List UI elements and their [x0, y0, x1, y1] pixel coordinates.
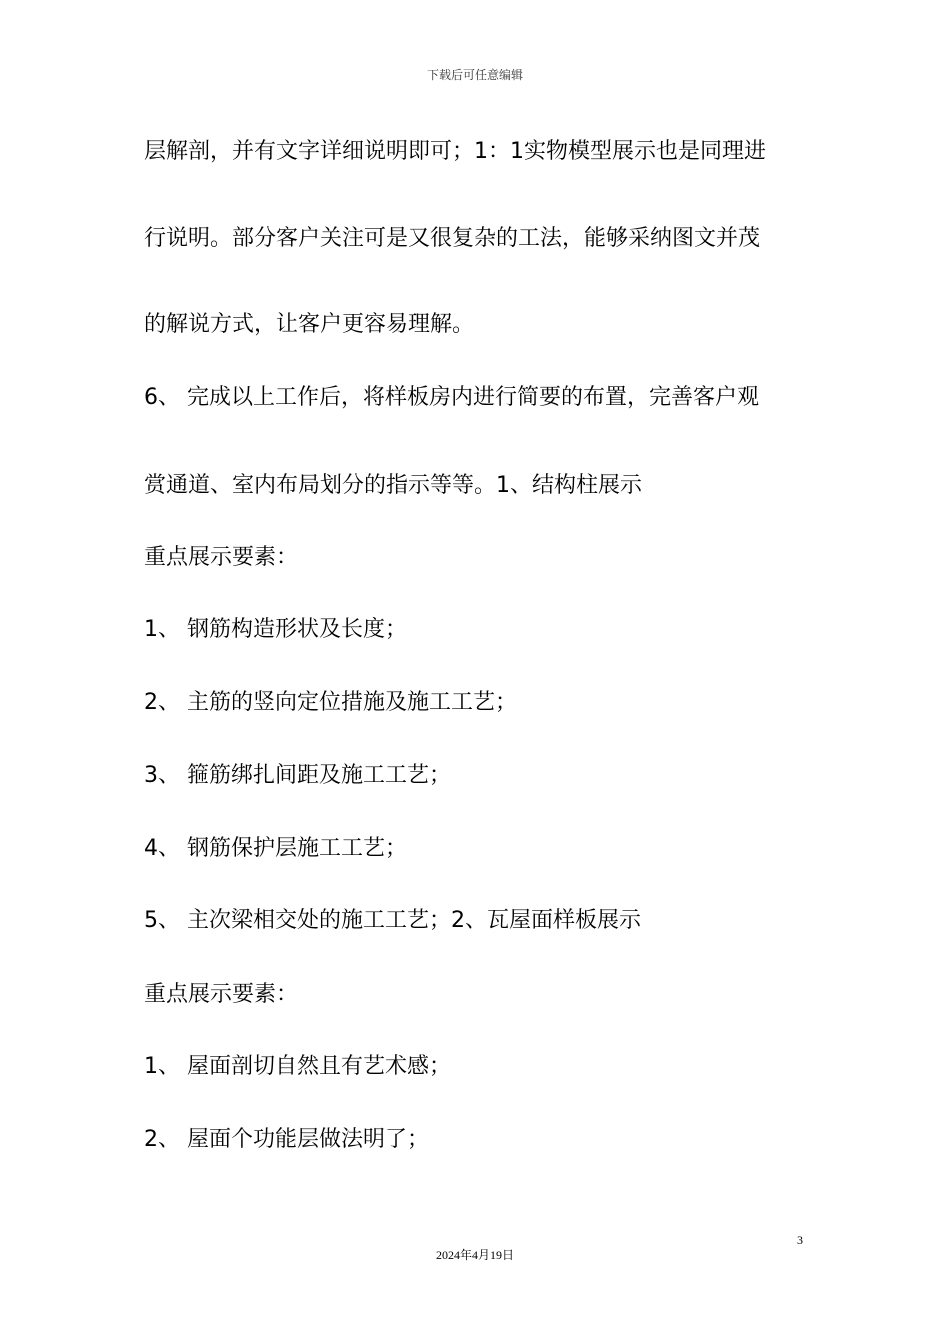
list-item: 2、 屋面个功能层做法明了； — [144, 1127, 429, 1152]
section-heading-2: 重点展示要素： — [144, 982, 299, 1007]
page-number: 3 — [797, 1233, 803, 1247]
body-line-2: 行说明。部分客户关注可是又很复杂的工法，能够采纳图文并茂 — [144, 226, 761, 251]
body-line-5: 赏通道、室内布局划分的指示等等。1、结构柱展示 — [144, 473, 642, 498]
body-line-3: 的解说方式，让客户更容易理解。 — [144, 312, 475, 337]
body-line-4: 6、 完成以上工作后，将样板房内进行简要的布置，完善客户观 — [144, 385, 759, 410]
section-heading-1: 重点展示要素： — [144, 545, 299, 570]
footer-date: 2024年4月19日 — [435, 1248, 514, 1262]
page-header: 下载后可任意编辑 — [426, 68, 523, 82]
list-item: 4、 钢筋保护层施工工艺； — [144, 836, 407, 861]
list-item: 1、 钢筋构造形状及长度； — [144, 617, 407, 642]
list-item: 2、 主筋的竖向定位措施及施工工艺； — [144, 690, 517, 715]
body-line-1: 层解剖，并有文字详细说明即可；1：1实物模型展示也是同理进 — [144, 139, 766, 164]
list-item: 5、 主次梁相交处的施工工艺；2、瓦屋面样板展示 — [144, 908, 641, 933]
list-item: 3、 箍筋绑扎间距及施工工艺； — [144, 763, 451, 788]
list-item: 1、 屋面剖切自然且有艺术感； — [144, 1054, 451, 1079]
